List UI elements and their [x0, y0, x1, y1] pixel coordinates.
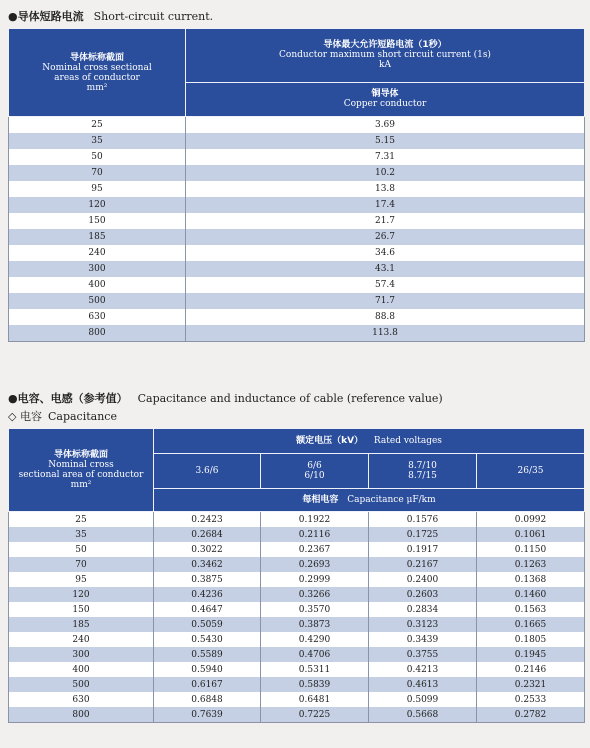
cross-section-cell: 500 [9, 293, 186, 309]
table-row [9, 261, 585, 277]
value-cell: 0.3873 [261, 617, 369, 632]
header-capacitance-per-phase [154, 489, 585, 512]
subsection-title-capacitance [8, 408, 117, 424]
table-row [9, 587, 585, 602]
header-cross-section-en2: areas of conductor [54, 72, 140, 83]
value-cell: 0.7225 [261, 707, 369, 723]
cross-section-cell: 630 [9, 692, 154, 707]
short-circuit-table-body [9, 117, 585, 342]
value-cell: 0.1805 [477, 632, 585, 647]
table-row [9, 213, 585, 229]
table-row [9, 632, 585, 647]
value-cell: 0.4613 [369, 677, 477, 692]
header-copper-conductor [186, 82, 585, 116]
cross-section-cell: 300 [9, 261, 186, 277]
cross-section-cell: 150 [9, 602, 154, 617]
table-row [9, 602, 585, 617]
table-row [9, 229, 585, 245]
header-voltage-8-7 [369, 454, 477, 489]
table-row [9, 557, 585, 572]
voltage-label: 3.6/6 [195, 466, 219, 476]
value-cell: 0.2999 [261, 572, 369, 587]
section-title-cn: ●导体短路电流 [8, 10, 84, 23]
voltage-label: 8.7/15 [408, 471, 437, 481]
value-cell: 0.5940 [154, 662, 261, 677]
table-row [9, 692, 585, 707]
header-cross-section-en1: Nominal cross sectional [42, 62, 152, 73]
value-cell: 0.2693 [261, 557, 369, 572]
section-title-cn: ●电容、电感（参考值） [8, 392, 128, 405]
cross-section-cell: 120 [9, 197, 186, 213]
capacitance-table [8, 428, 585, 723]
value-cell: 0.2782 [477, 707, 585, 723]
section-title-capacitance-inductance [8, 390, 443, 406]
value-cell: 17.4 [186, 197, 585, 213]
value-cell: 113.8 [186, 325, 585, 342]
voltage-label: 8.7/10 [408, 461, 437, 471]
value-cell: 0.2146 [477, 662, 585, 677]
value-cell: 21.7 [186, 213, 585, 229]
cross-section-cell: 800 [9, 325, 186, 342]
value-cell: 0.3123 [369, 617, 477, 632]
value-cell: 0.2116 [261, 527, 369, 542]
value-cell: 0.5099 [369, 692, 477, 707]
value-cell: 0.3439 [369, 632, 477, 647]
value-cell: 0.1368 [477, 572, 585, 587]
cross-section-cell: 120 [9, 587, 154, 602]
value-cell: 0.1263 [477, 557, 585, 572]
header-rated-voltages [154, 429, 585, 454]
value-cell: 0.2684 [154, 527, 261, 542]
cross-section-cell: 95 [9, 181, 186, 197]
value-cell: 0.3462 [154, 557, 261, 572]
cross-section-cell: 95 [9, 572, 154, 587]
value-cell: 0.3266 [261, 587, 369, 602]
cross-section-cell: 300 [9, 647, 154, 662]
value-cell: 0.5311 [261, 662, 369, 677]
subsection-title-cn: ◇ 电容 [8, 410, 42, 423]
value-cell: 0.6481 [261, 692, 369, 707]
value-cell: 71.7 [186, 293, 585, 309]
table-row [9, 707, 585, 723]
value-cell: 0.4213 [369, 662, 477, 677]
table-row [9, 527, 585, 542]
value-cell: 0.2603 [369, 587, 477, 602]
capacitance-table-body [9, 512, 585, 723]
value-cell: 7.31 [186, 149, 585, 165]
table-row [9, 293, 585, 309]
table-row [9, 181, 585, 197]
value-cell: 5.15 [186, 133, 585, 149]
subsection-title-en: Capacitance [47, 410, 117, 423]
table-row [9, 133, 585, 149]
value-cell: 0.2167 [369, 557, 477, 572]
value-cell: 0.4706 [261, 647, 369, 662]
value-cell: 0.2834 [369, 602, 477, 617]
cross-section-cell: 35 [9, 527, 154, 542]
header-cross-section-cn: 导体标称截面 [69, 52, 124, 63]
cross-section-cell: 50 [9, 149, 186, 165]
table-row [9, 117, 585, 134]
table-row [9, 309, 585, 325]
table-row [9, 165, 585, 181]
cross-section-cell: 150 [9, 213, 186, 229]
cross-section-cell: 240 [9, 245, 186, 261]
value-cell: 0.2321 [477, 677, 585, 692]
value-cell: 34.6 [186, 245, 585, 261]
header-cross-section-unit: mm² [70, 480, 92, 490]
value-cell: 0.1945 [477, 647, 585, 662]
header-cross-section-unit: mm² [86, 82, 108, 93]
value-cell: 0.1460 [477, 587, 585, 602]
value-cell: 26.7 [186, 229, 585, 245]
value-cell: 0.5668 [369, 707, 477, 723]
cross-section-cell: 400 [9, 662, 154, 677]
header-copper-en: Copper conductor [343, 99, 427, 110]
table-row [9, 512, 585, 528]
value-cell: 0.3022 [154, 542, 261, 557]
header-voltage-26-35 [477, 454, 585, 489]
value-cell: 0.4647 [154, 602, 261, 617]
table-row [9, 617, 585, 632]
value-cell: 3.69 [186, 117, 585, 134]
value-cell: 0.7639 [154, 707, 261, 723]
cross-section-cell: 25 [9, 512, 154, 528]
value-cell: 0.3755 [369, 647, 477, 662]
section-title-short-circuit [8, 8, 213, 24]
value-cell: 57.4 [186, 277, 585, 293]
cross-section-cell: 70 [9, 557, 154, 572]
header-voltage-3-6-6 [154, 454, 261, 489]
value-cell: 0.2423 [154, 512, 261, 528]
cross-section-cell: 185 [9, 229, 186, 245]
table-row [9, 662, 585, 677]
header-max-current [186, 29, 585, 83]
value-cell: 0.1725 [369, 527, 477, 542]
cross-section-cell: 185 [9, 617, 154, 632]
value-cell: 88.8 [186, 309, 585, 325]
table-row [9, 197, 585, 213]
header-cross-section [9, 29, 186, 117]
table-row [9, 542, 585, 557]
header-cross-section-en2: sectional area of conductor [18, 470, 144, 480]
table-row [9, 677, 585, 692]
value-cell: 0.5839 [261, 677, 369, 692]
short-circuit-table [8, 28, 585, 342]
value-cell: 0.6848 [154, 692, 261, 707]
value-cell: 0.1563 [477, 602, 585, 617]
value-cell: 0.4290 [261, 632, 369, 647]
cross-section-cell: 800 [9, 707, 154, 723]
value-cell: 0.1922 [261, 512, 369, 528]
header-copper-cn: 铜导体 [371, 89, 399, 100]
header-max-current-en: Conductor maximum short circuit current (1s) [279, 50, 491, 61]
table-row [9, 277, 585, 293]
cross-section-cell: 35 [9, 133, 186, 149]
header-capacitance-cn: 每相电容 [302, 495, 339, 505]
value-cell: 10.2 [186, 165, 585, 181]
value-cell: 0.3570 [261, 602, 369, 617]
cross-section-cell: 630 [9, 309, 186, 325]
value-cell: 0.2533 [477, 692, 585, 707]
cross-section-cell: 70 [9, 165, 186, 181]
table-row [9, 245, 585, 261]
value-cell: 0.0992 [477, 512, 585, 528]
voltage-label: 26/35 [517, 466, 544, 476]
value-cell: 0.2400 [369, 572, 477, 587]
value-cell: 0.1917 [369, 542, 477, 557]
header-rated-voltages-en: Rated voltages [373, 436, 442, 446]
value-cell: 0.4236 [154, 587, 261, 602]
cross-section-cell: 500 [9, 677, 154, 692]
value-cell: 0.2367 [261, 542, 369, 557]
header-cross-section [9, 429, 154, 512]
value-cell: 0.3875 [154, 572, 261, 587]
value-cell: 0.5059 [154, 617, 261, 632]
value-cell: 0.1061 [477, 527, 585, 542]
cross-section-cell: 240 [9, 632, 154, 647]
value-cell: 43.1 [186, 261, 585, 277]
value-cell: 0.1576 [369, 512, 477, 528]
header-max-current-unit: kA [379, 60, 391, 71]
header-cross-section-cn: 导体标称截面 [53, 450, 108, 460]
value-cell: 0.1665 [477, 617, 585, 632]
table-row [9, 572, 585, 587]
table-row [9, 647, 585, 662]
cross-section-cell: 50 [9, 542, 154, 557]
header-capacitance-en: Capacitance μF/km [347, 495, 436, 505]
cross-section-cell: 400 [9, 277, 186, 293]
table-row [9, 149, 585, 165]
voltage-label: 6/6 [307, 461, 322, 471]
header-max-current-cn: 导体最大允许短路电流（1秒） [323, 40, 447, 51]
value-cell: 0.5589 [154, 647, 261, 662]
value-cell: 0.1150 [477, 542, 585, 557]
section-title-en: Short-circuit current. [93, 10, 214, 23]
cross-section-cell: 25 [9, 117, 186, 134]
header-cross-section-en1: Nominal cross [48, 460, 114, 470]
value-cell: 13.8 [186, 181, 585, 197]
section-title-en: Capacitance and inductance of cable (reference value) [137, 392, 443, 405]
value-cell: 0.5430 [154, 632, 261, 647]
value-cell: 0.6167 [154, 677, 261, 692]
header-voltage-6-6 [261, 454, 369, 489]
table-row [9, 325, 585, 342]
header-rated-voltages-cn: 额定电压（kV） [296, 436, 364, 446]
voltage-label: 6/10 [304, 471, 325, 481]
